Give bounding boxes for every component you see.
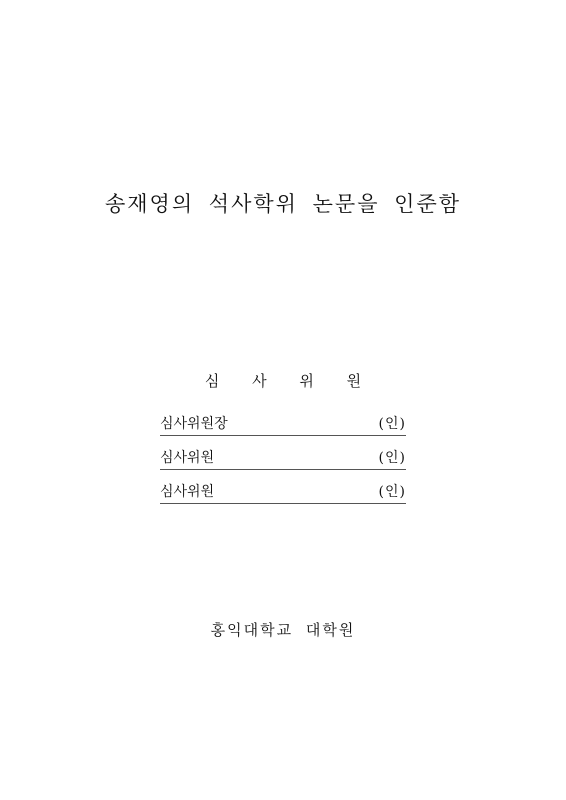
university-name: 홍익대학교 대학원	[210, 621, 356, 639]
signature-role: 심사위원장	[160, 416, 228, 432]
signature-role: 심사위원	[160, 484, 215, 500]
seal-mark: (인)	[378, 484, 406, 500]
seal-mark: (인)	[378, 450, 406, 466]
committee-heading: 심 사 위 원	[204, 372, 376, 390]
signature-line-member	[160, 448, 406, 470]
seal-mark: (인)	[378, 416, 406, 432]
signature-list	[160, 414, 406, 516]
signature-line-member	[160, 482, 406, 504]
approval-title: 송재영의 석사학위 논문을 인준함	[104, 192, 462, 216]
signature-role: 심사위원	[160, 450, 215, 466]
signature-line-chair	[160, 414, 406, 436]
